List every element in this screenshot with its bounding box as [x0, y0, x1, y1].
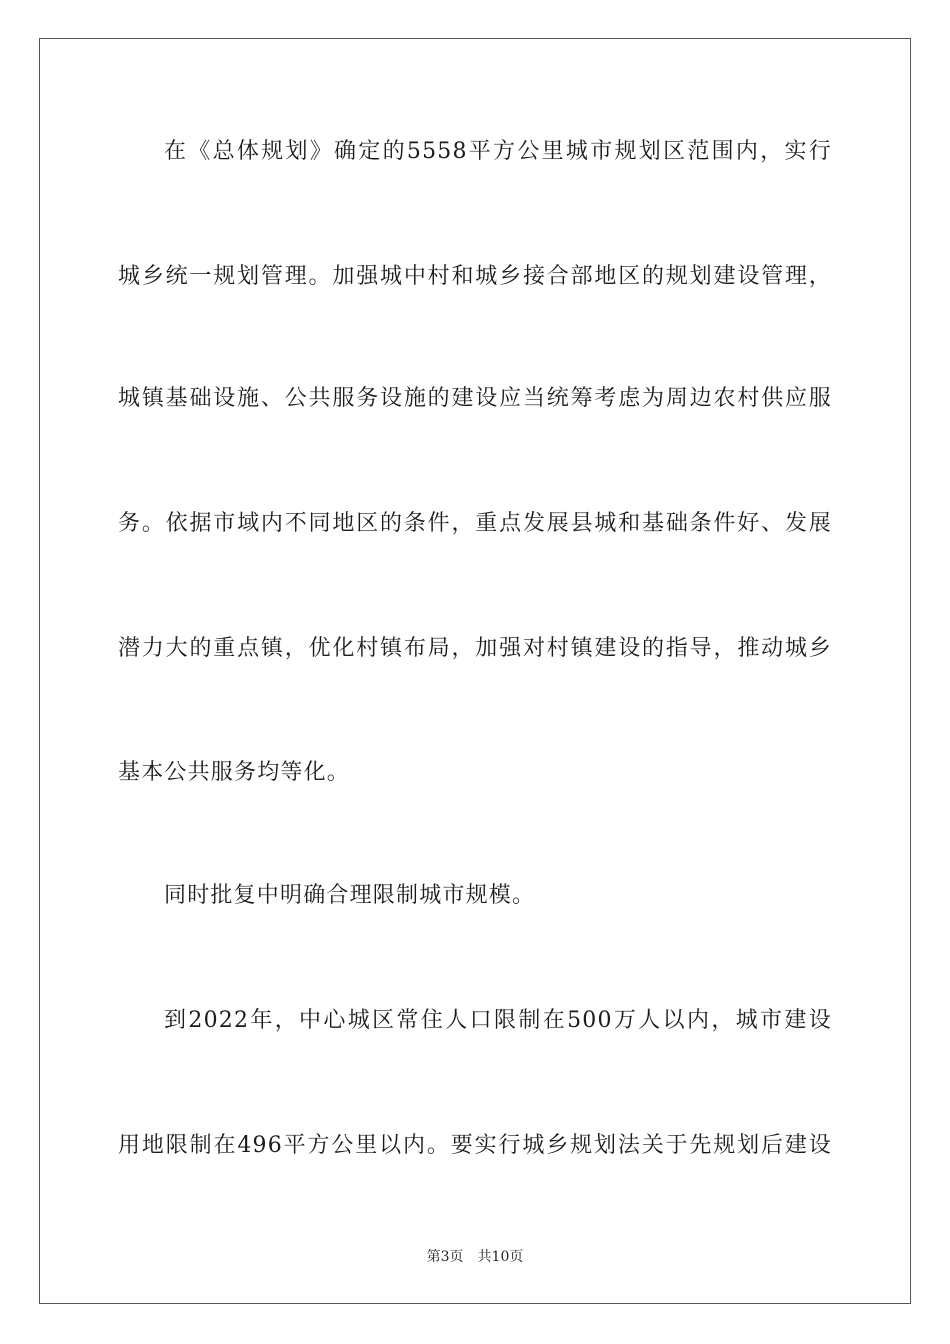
- paragraph-line-8: 到2022年，中心城区常住人口限制在500万人以内，城市建设: [164, 1008, 832, 1033]
- paragraph-line-6: 基本公共服务均等化。: [118, 760, 351, 785]
- paragraph-line-5: 潜力大的重点镇，优化村镇布局，加强对村镇建设的指导，推动城乡: [118, 636, 832, 661]
- paragraph-line-7: 同时批复中明确合理限制城市规模。: [164, 883, 536, 908]
- paragraph-line-1: 在《总体规划》确定的5558平方公里城市规划区范围内，实行: [164, 139, 832, 164]
- page-total: 共10页: [477, 1249, 524, 1265]
- paragraph-line-9: 用地限制在496平方公里以内。要实行城乡规划法关于先规划后建设: [118, 1133, 832, 1158]
- paragraph-line-3: 城镇基础设施、公共服务设施的建设应当统筹考虑为周边农村供应服: [118, 386, 832, 411]
- page-border: [39, 38, 911, 1304]
- page-number: 第3页: [426, 1249, 464, 1265]
- paragraph-line-2: 城乡统一规划管理。加强城中村和城乡接合部地区的规划建设管理，: [118, 264, 832, 289]
- paragraph-line-4: 务。依据市域内不同地区的条件，重点发展县城和基础条件好、发展: [118, 511, 832, 536]
- page-footer: [0, 1248, 950, 1266]
